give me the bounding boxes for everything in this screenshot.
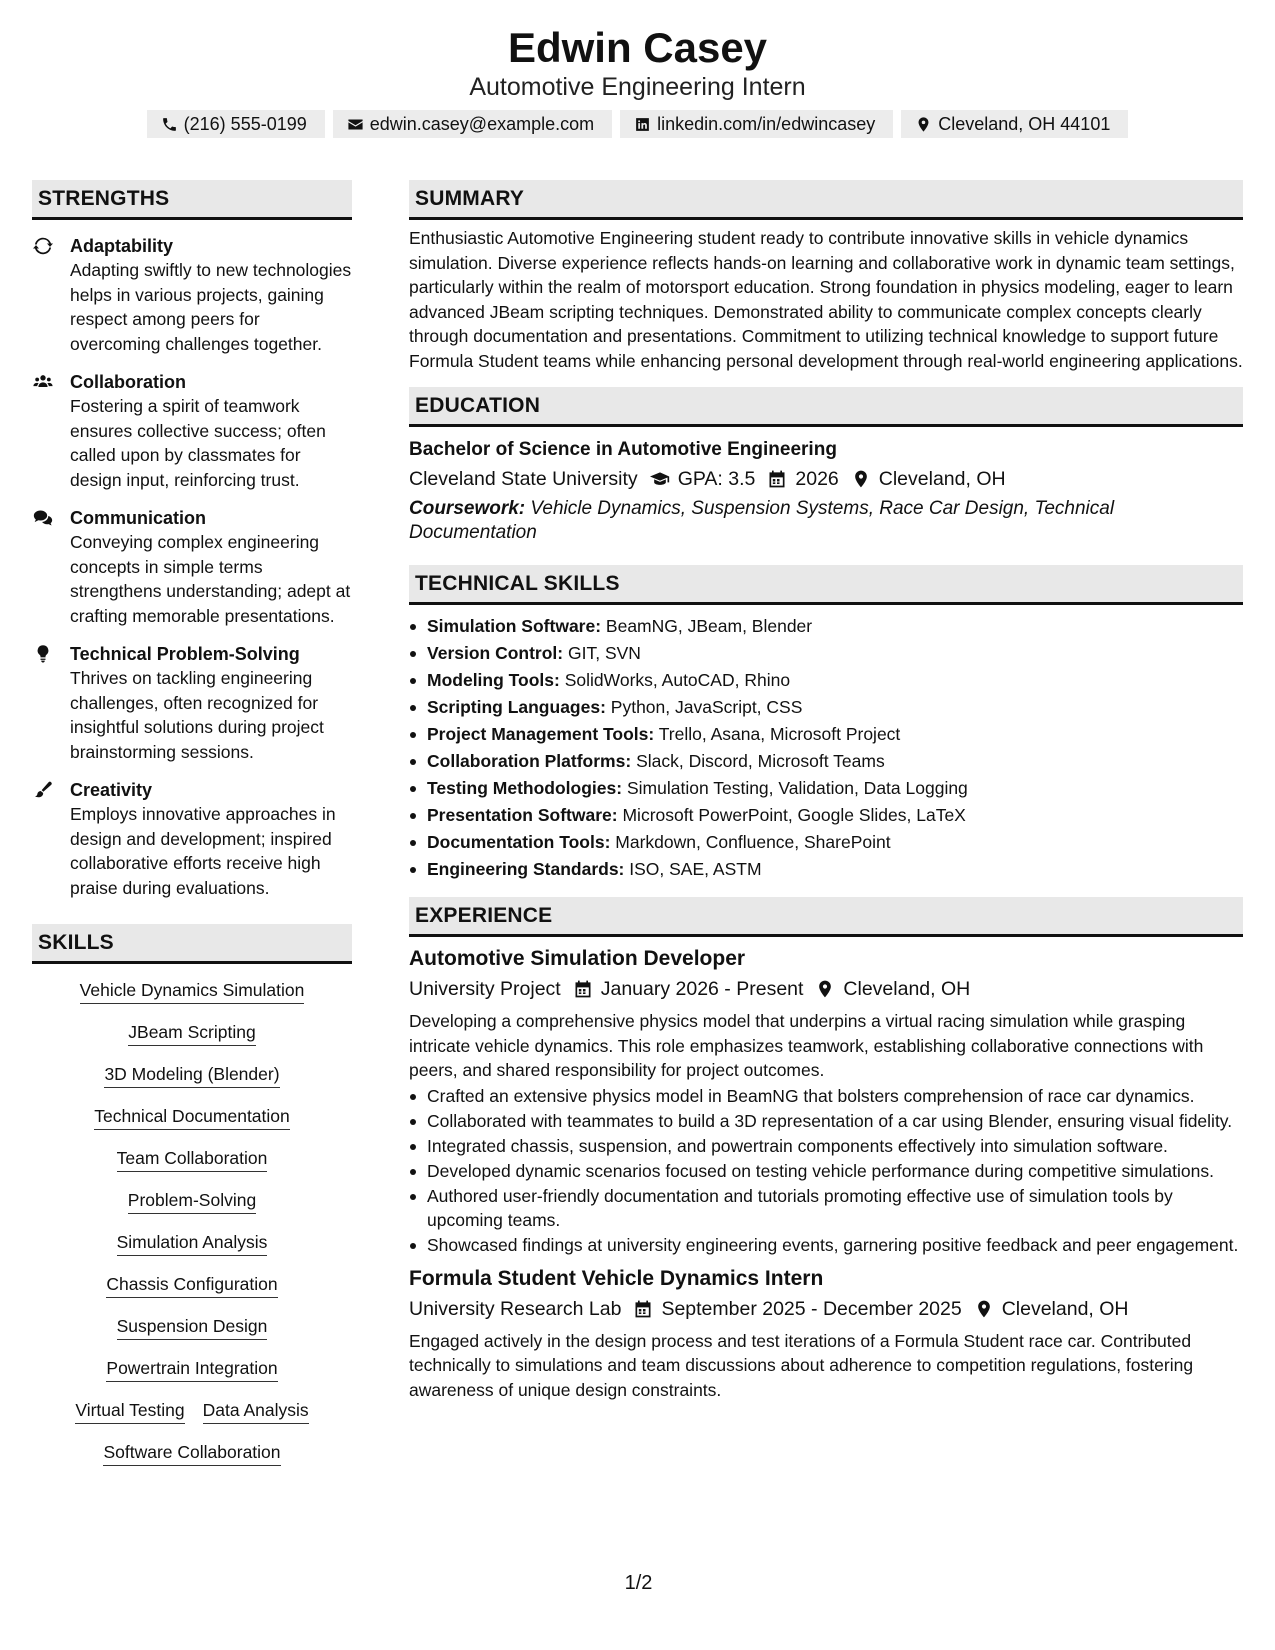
strength-item bbox=[32, 642, 352, 764]
coursework bbox=[409, 497, 1243, 545]
list-item bbox=[409, 667, 1243, 694]
skills-heading: SKILLS bbox=[32, 924, 352, 964]
job-title: Formula Student Vehicle Dynamics Intern bbox=[409, 1266, 824, 1290]
list-item bbox=[409, 613, 1243, 640]
candidate-name: Edwin Casey bbox=[507, 24, 768, 71]
contact-linkedin[interactable] bbox=[620, 110, 893, 138]
calendar-icon bbox=[573, 979, 593, 999]
tech-skill-label: Scripting Languages: bbox=[427, 697, 606, 717]
skill-tag: Suspension Design bbox=[117, 1314, 268, 1340]
skill-tag: Powertrain Integration bbox=[106, 1356, 277, 1382]
map-pin-icon bbox=[851, 469, 871, 489]
list-item bbox=[409, 694, 1243, 721]
experience-entry bbox=[409, 1265, 1243, 1403]
tech-skill-value: Trello, Asana, Microsoft Project bbox=[658, 724, 901, 744]
skill-tag: Software Collaboration bbox=[103, 1440, 280, 1466]
contact-email[interactable] bbox=[333, 110, 612, 138]
tech-skill-label: Version Control: bbox=[427, 643, 564, 663]
tech-skill-value: Markdown, Confluence, SharePoint bbox=[615, 832, 891, 852]
list-item bbox=[409, 802, 1243, 829]
map-pin-icon bbox=[815, 979, 835, 999]
linkedin-icon bbox=[634, 116, 651, 133]
strength-desc: Thrives on tackling engineering challenges, often recognized for insightful solutions during project brainstorming sessions. bbox=[70, 668, 324, 762]
strength-item bbox=[32, 506, 352, 628]
experience-heading: EXPERIENCE bbox=[409, 897, 1243, 937]
lightbulb-icon bbox=[32, 644, 54, 664]
tech-skill-value: ISO, SAE, ASTM bbox=[629, 859, 762, 879]
coursework-list: Vehicle Dynamics, Suspension Systems, Race Car Design, Technical Documentation bbox=[409, 498, 1115, 543]
education-heading: EDUCATION bbox=[409, 387, 1243, 427]
envelope-icon bbox=[347, 116, 364, 133]
strength-title: Collaboration bbox=[70, 372, 186, 392]
strength-title: Creativity bbox=[70, 780, 153, 800]
technical-skills-list bbox=[409, 613, 1243, 883]
left-column bbox=[32, 180, 352, 1466]
job-description: Engaged actively in the design process and test iterations of a Formula Student race car. Contributed technically to simulations and team discussions about adherence to competition regulations, fostering awareness of unique design constraints. bbox=[409, 1330, 1194, 1400]
resume-header bbox=[0, 22, 1275, 138]
graduation-year: 2026 bbox=[795, 468, 839, 490]
strength-desc: Adapting swiftly to new technologies helps in various projects, gaining respect among peers for overcoming challenges together. bbox=[70, 260, 352, 354]
job-dates: September 2025 - December 2025 bbox=[661, 1297, 962, 1320]
job-dates: January 2026 - Present bbox=[600, 978, 804, 1000]
list-item bbox=[409, 640, 1243, 667]
contact-phone[interactable] bbox=[147, 110, 325, 138]
strength-title: Communication bbox=[70, 508, 207, 528]
job-title: Automotive Simulation Developer bbox=[409, 947, 746, 970]
comments-icon bbox=[32, 508, 54, 528]
strength-title: Technical Problem-Solving bbox=[70, 644, 300, 664]
tech-skill-value: BeamNG, JBeam, Blender bbox=[605, 616, 813, 636]
strength-item bbox=[32, 234, 352, 356]
page-number: 1/2 bbox=[624, 1572, 653, 1594]
skill-tag: Problem-Solving bbox=[128, 1188, 256, 1214]
calendar-icon bbox=[767, 469, 787, 489]
tech-skill-label: Modeling Tools: bbox=[427, 670, 560, 690]
skill-tag: Chassis Configuration bbox=[106, 1272, 277, 1298]
summary-heading: SUMMARY bbox=[409, 180, 1243, 220]
job-meta bbox=[409, 1295, 1243, 1323]
job-description: Developing a comprehensive physics model that underpins a virtual racing simulation while grasping intricate vehicle dynamics. This role emphasizes teamwork, establishing collaborative connections with peers, and shared responsibility for project outcomes. bbox=[409, 1011, 1204, 1080]
sync-icon bbox=[32, 236, 54, 256]
experience-entry bbox=[409, 945, 1243, 1257]
list-item bbox=[409, 775, 1243, 802]
list-item: Showcased findings at university engineering events, garnering positive feedback and peer engagement. bbox=[409, 1233, 1243, 1257]
contact-location-text: Cleveland, OH 44101 bbox=[938, 113, 1111, 134]
tech-skill-label: Project Management Tools: bbox=[427, 724, 655, 744]
tech-skill-value: GIT, SVN bbox=[568, 643, 641, 663]
job-location: Cleveland, OH bbox=[843, 978, 971, 1000]
job-meta bbox=[409, 975, 1243, 1003]
tech-skill-value: Python, JavaScript, CSS bbox=[610, 697, 803, 717]
education-meta bbox=[409, 465, 1243, 493]
list-item: Authored user-friendly documentation and tutorials promoting effective use of simulation tools by upcoming teams. bbox=[409, 1184, 1243, 1232]
contact-linkedin-text: linkedin.com/in/edwincasey bbox=[657, 113, 876, 134]
school-location: Cleveland, OH bbox=[878, 468, 1006, 490]
tech-skill-label: Engineering Standards: bbox=[427, 859, 625, 879]
graduation-cap-icon bbox=[650, 469, 670, 489]
strength-desc: Employs innovative approaches in design and development; inspired collaborative efforts receive high praise during evaluations. bbox=[70, 804, 336, 898]
contact-email-text: edwin.casey@example.com bbox=[369, 113, 595, 134]
skill-tag: Simulation Analysis bbox=[117, 1230, 268, 1256]
right-column bbox=[409, 180, 1243, 1402]
job-bullets bbox=[409, 1084, 1243, 1257]
map-pin-icon bbox=[915, 116, 932, 133]
tech-skill-label: Testing Methodologies: bbox=[427, 778, 623, 798]
paintbrush-icon bbox=[32, 780, 54, 800]
job-org: University Research Lab bbox=[409, 1297, 622, 1320]
contact-location bbox=[901, 110, 1128, 138]
skill-tag: Team Collaboration bbox=[117, 1146, 268, 1172]
skill-tag: 3D Modeling (Blender) bbox=[104, 1062, 279, 1088]
users-icon bbox=[32, 372, 54, 392]
coursework-label: Coursework: bbox=[409, 498, 526, 519]
gpa: GPA: 3.5 bbox=[677, 468, 756, 490]
tech-skill-value: Slack, Discord, Microsoft Teams bbox=[636, 751, 885, 771]
tech-skill-value: Simulation Testing, Validation, Data Logging bbox=[626, 778, 968, 798]
contact-phone-text: (216) 555-0199 bbox=[183, 113, 307, 134]
school-name: Cleveland State University bbox=[409, 468, 638, 490]
list-item: Integrated chassis, suspension, and powertrain components effectively into simulation software. bbox=[409, 1134, 1243, 1158]
skill-tag: Technical Documentation bbox=[94, 1104, 290, 1130]
technical-skills-heading: TECHNICAL SKILLS bbox=[409, 565, 1243, 605]
calendar-icon bbox=[633, 1299, 653, 1319]
phone-icon bbox=[161, 116, 178, 133]
skill-tag: JBeam Scripting bbox=[128, 1020, 255, 1046]
candidate-title: Automotive Engineering Intern bbox=[469, 73, 806, 101]
list-item bbox=[409, 829, 1243, 856]
skills-list bbox=[32, 978, 352, 1466]
map-pin-icon bbox=[974, 1299, 994, 1319]
skill-tag: Vehicle Dynamics Simulation bbox=[80, 978, 305, 1004]
contact-bar bbox=[0, 110, 1275, 138]
tech-skill-label: Collaboration Platforms: bbox=[427, 751, 632, 771]
job-org: University Project bbox=[409, 978, 561, 1000]
tech-skill-label: Simulation Software: bbox=[427, 616, 602, 636]
list-item: Developed dynamic scenarios focused on testing vehicle performance during competitive simulations. bbox=[409, 1159, 1243, 1183]
job-location: Cleveland, OH bbox=[1001, 1297, 1129, 1320]
tech-skill-value: SolidWorks, AutoCAD, Rhino bbox=[564, 670, 791, 690]
strength-item bbox=[32, 370, 352, 492]
summary-text: Enthusiastic Automotive Engineering student ready to contribute innovative skills in vehicle dynamics simulation. Diverse experience reflects hands-on learning and collaborative work in dynamic team settings, particularly within the realm of motorsport education. Strong foundation in physics modeling, eager to learn advanced JBeam scripting techniques. Demonstrated ability to communicate complex concepts clearly through documentation and presentations. Commitment to utilizing technical knowledge to support future Formula Student teams while enhancing personal development through real-world engineering applications. bbox=[409, 228, 1243, 371]
tech-skill-label: Documentation Tools: bbox=[427, 832, 611, 852]
list-item: Crafted an extensive physics model in BeamNG that bolsters comprehension of race car dynamics. bbox=[409, 1084, 1243, 1108]
strength-desc: Conveying complex engineering concepts in simple terms strengthens understanding; adept at crafting memorable presentations. bbox=[70, 532, 351, 626]
list-item bbox=[409, 748, 1243, 775]
list-item bbox=[409, 721, 1243, 748]
strength-desc: Fostering a spirit of teamwork ensures collective success; often called upon by classmates for design input, reinforcing trust. bbox=[70, 396, 326, 490]
tech-skill-value: Microsoft PowerPoint, Google Slides, LaTeX bbox=[622, 805, 966, 825]
degree-title: Bachelor of Science in Automotive Engineering bbox=[409, 439, 837, 460]
strength-item bbox=[32, 778, 352, 900]
strength-title: Adaptability bbox=[70, 236, 174, 256]
skill-tag: Virtual Testing bbox=[75, 1398, 184, 1424]
list-item: Collaborated with teammates to build a 3D representation of a car using Blender, ensuring visual fidelity. bbox=[409, 1109, 1243, 1133]
skill-tag: Data Analysis bbox=[203, 1398, 309, 1424]
strengths-heading: STRENGTHS bbox=[32, 180, 352, 220]
tech-skill-label: Presentation Software: bbox=[427, 805, 618, 825]
list-item bbox=[409, 856, 1243, 883]
